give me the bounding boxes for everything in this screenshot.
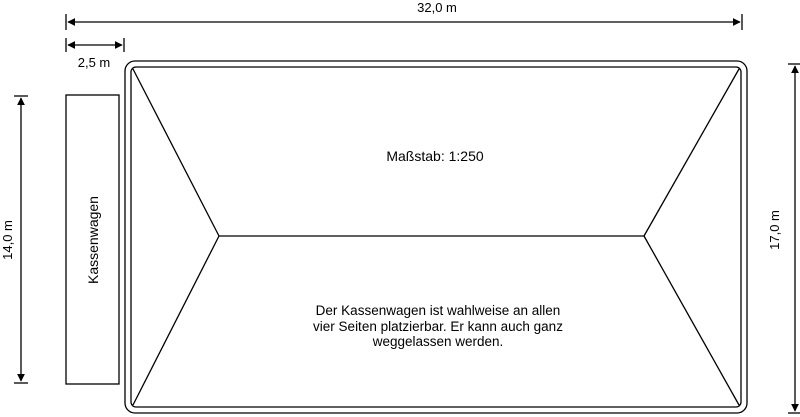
dimension-kassenwagen-height-label: 14,0 m	[0, 220, 15, 260]
kassenwagen	[66, 95, 119, 384]
dimension-kassenwagen-width	[66, 38, 124, 70]
dimension-kassenwagen-height	[0, 96, 28, 383]
scale-label: Maßstab: 1:250	[386, 148, 484, 164]
dimension-height-total-label: 17,0 m	[767, 210, 782, 250]
note-line-1: Der Kassenwagen ist wahlweise an allen	[315, 303, 561, 318]
note-line-2: vier Seiten platzierbar. Er kann auch ganz	[313, 319, 563, 334]
kassenwagen-label: Kassenwagen	[85, 196, 101, 284]
dimension-height-total	[767, 64, 800, 413]
dimension-width-total	[66, 0, 742, 30]
dimension-width-total-label: 32,0 m	[417, 0, 457, 15]
note-line-3: weggelassen werden.	[372, 334, 504, 349]
dimension-kassenwagen-width-label: 2,5 m	[77, 55, 111, 70]
